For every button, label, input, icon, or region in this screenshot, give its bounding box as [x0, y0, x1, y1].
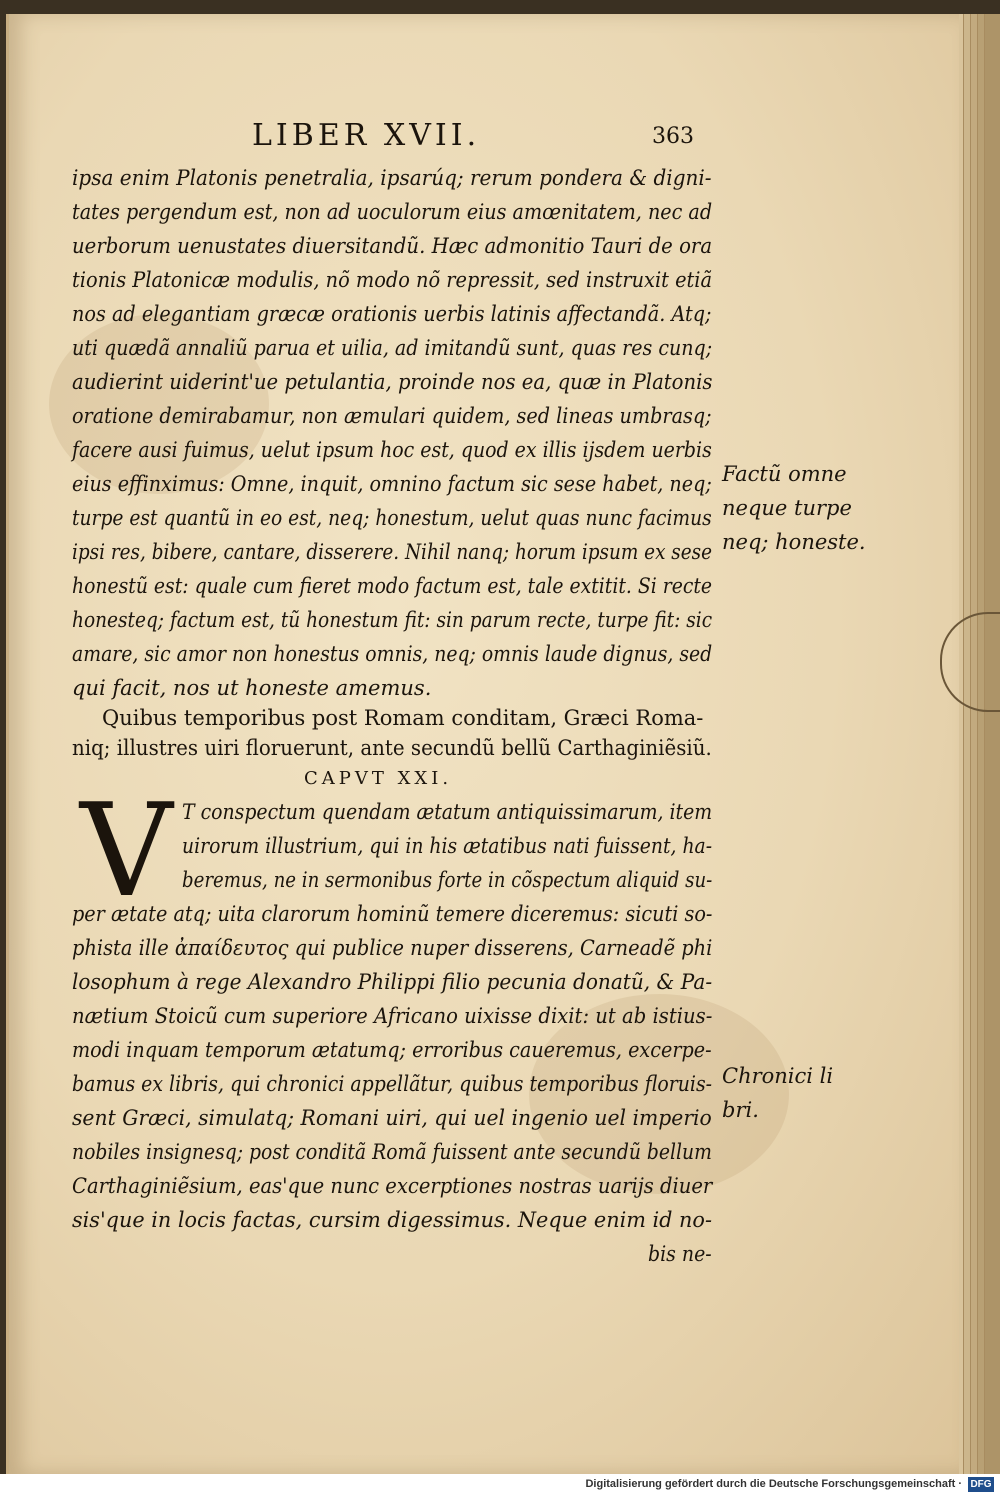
page-edge — [970, 14, 977, 1474]
chapter-summary-line: niq; illustres uiri floruerunt, ante secundũ bellũ Carthaginiẽsiũ. — [72, 736, 712, 760]
body-line: ipsa enim Platonis penetralia, ipsarúq; rerum pondera & digni- — [72, 166, 712, 190]
footer-bar — [0, 1474, 1000, 1496]
chapter-line: modi inquam temporum ætatumq; erroribus caueremus, excerpe- — [72, 1038, 712, 1062]
chapter-line: nobiles insignesq; post conditã Romã fuissent ante secundũ bellum — [72, 1140, 712, 1164]
body-line: qui facit, nos ut honeste amemus. — [72, 676, 432, 700]
body-line: honesteq; factum est, tũ honestum fit: sin parum recte, turpe fit: sic — [72, 608, 713, 632]
chapter-line: T conspectum quendam ætatum antiquissimarum, item — [182, 800, 713, 824]
body-line: oratione demirabamur, non æmulari quidem, sed lineas umbrasq; — [72, 404, 712, 428]
margin-note-line: neque turpe — [722, 496, 852, 520]
margin-note-line: Factũ omne — [722, 462, 847, 486]
body-line: honestũ est: quale cum fieret modo factum est, tale extitit. Si recte — [72, 574, 713, 598]
chapter-line: bamus ex libris, qui chronici appellãtur, quibus temporibus floruis- — [72, 1072, 713, 1096]
body-line: facere ausi fuimus, uelut ipsum hoc est, quod ex illis ijsdem uerbis — [72, 438, 712, 462]
chapter-line: uirorum illustrium, qui in his ætatibus nati fuissent, ha- — [182, 834, 713, 858]
chapter-line: per ætate atq; uita clarorum hominũ temere diceremus: sicuti so- — [72, 902, 713, 926]
dfg-logo: DFG — [968, 1477, 994, 1492]
running-head: LIBER XVII. — [252, 118, 481, 153]
chapter-line: losophum à rege Alexandro Philippi filio pecunia donatũ, & Pa- — [72, 970, 713, 994]
body-line: nos ad elegantiam græcæ orationis uerbis latinis affectandã. Atq; — [72, 302, 712, 326]
body-line: uerborum uenustates diuersitandũ. Hæc admonitio Tauri de ora — [72, 234, 713, 258]
page-number: 363 — [652, 124, 694, 149]
body-line: tionis Platonicæ modulis, nõ modo nõ repressit, sed instruxit etiã — [72, 268, 712, 292]
chapter-line: sis'que in locis factas, cursim digessimus. Neque enim id no- — [72, 1208, 712, 1232]
body-line: turpe est quantũ in eo est, neq; honestum, uelut quas nunc facimus — [72, 506, 712, 530]
drop-cap: V — [80, 777, 173, 926]
page-edge — [984, 14, 1000, 1474]
chapter-title: CAPVT XXI. — [304, 768, 453, 789]
chapter-summary-line: Quibus temporibus post Romam conditam, Græci Roma- — [102, 706, 704, 730]
margin-note-line: bri. — [722, 1098, 759, 1122]
body-line: tates pergendum est, non ad uoculorum eius amœnitatem, nec ad — [72, 200, 713, 224]
margin-note-line: Chronici li — [722, 1064, 834, 1088]
funding-credit: Digitalisierung gefördert durch die Deutsche Forschungsgemeinschaft · — [585, 1478, 962, 1490]
catchword: bis ne- — [648, 1242, 712, 1266]
body-line: eius effinximus: Omne, inquit, omnino factum sic sese habet, neq; — [72, 472, 712, 496]
chapter-line: nætium Stoicũ cum superiore Africano uixisse dixit: ut ab istius- — [72, 1004, 713, 1028]
chapter-line: sent Græci, simulatq; Romani uiri, qui uel ingenio uel imperio — [72, 1106, 712, 1130]
body-line: ipsi res, bibere, cantare, disserere. Nihil nanq; horum ipsum ex sese — [72, 540, 712, 564]
margin-note-line: neq; honeste. — [722, 530, 866, 554]
body-line: audierint uiderint'ue petulantia, proinde nos ea, quæ in Platonis — [72, 370, 713, 394]
chapter-line: Carthaginiẽsium, eas'que nunc excerptiones nostras uarijs diuer — [72, 1174, 713, 1198]
page-edge — [977, 14, 984, 1474]
page-edge — [963, 14, 970, 1474]
chapter-line: beremus, ne in sermonibus forte in cõspectum aliquid su- — [182, 868, 713, 892]
chapter-line: phista ille ἀπαίδευτος qui publice nuper disserens, Carneadẽ phi — [72, 936, 713, 960]
body-line: uti quædã annaliũ parua et uilia, ad imitandũ sunt, quas res cunq; — [72, 336, 713, 360]
body-line: amare, sic amor non honestus omnis, neq; omnis laude dignus, sed — [72, 642, 713, 666]
